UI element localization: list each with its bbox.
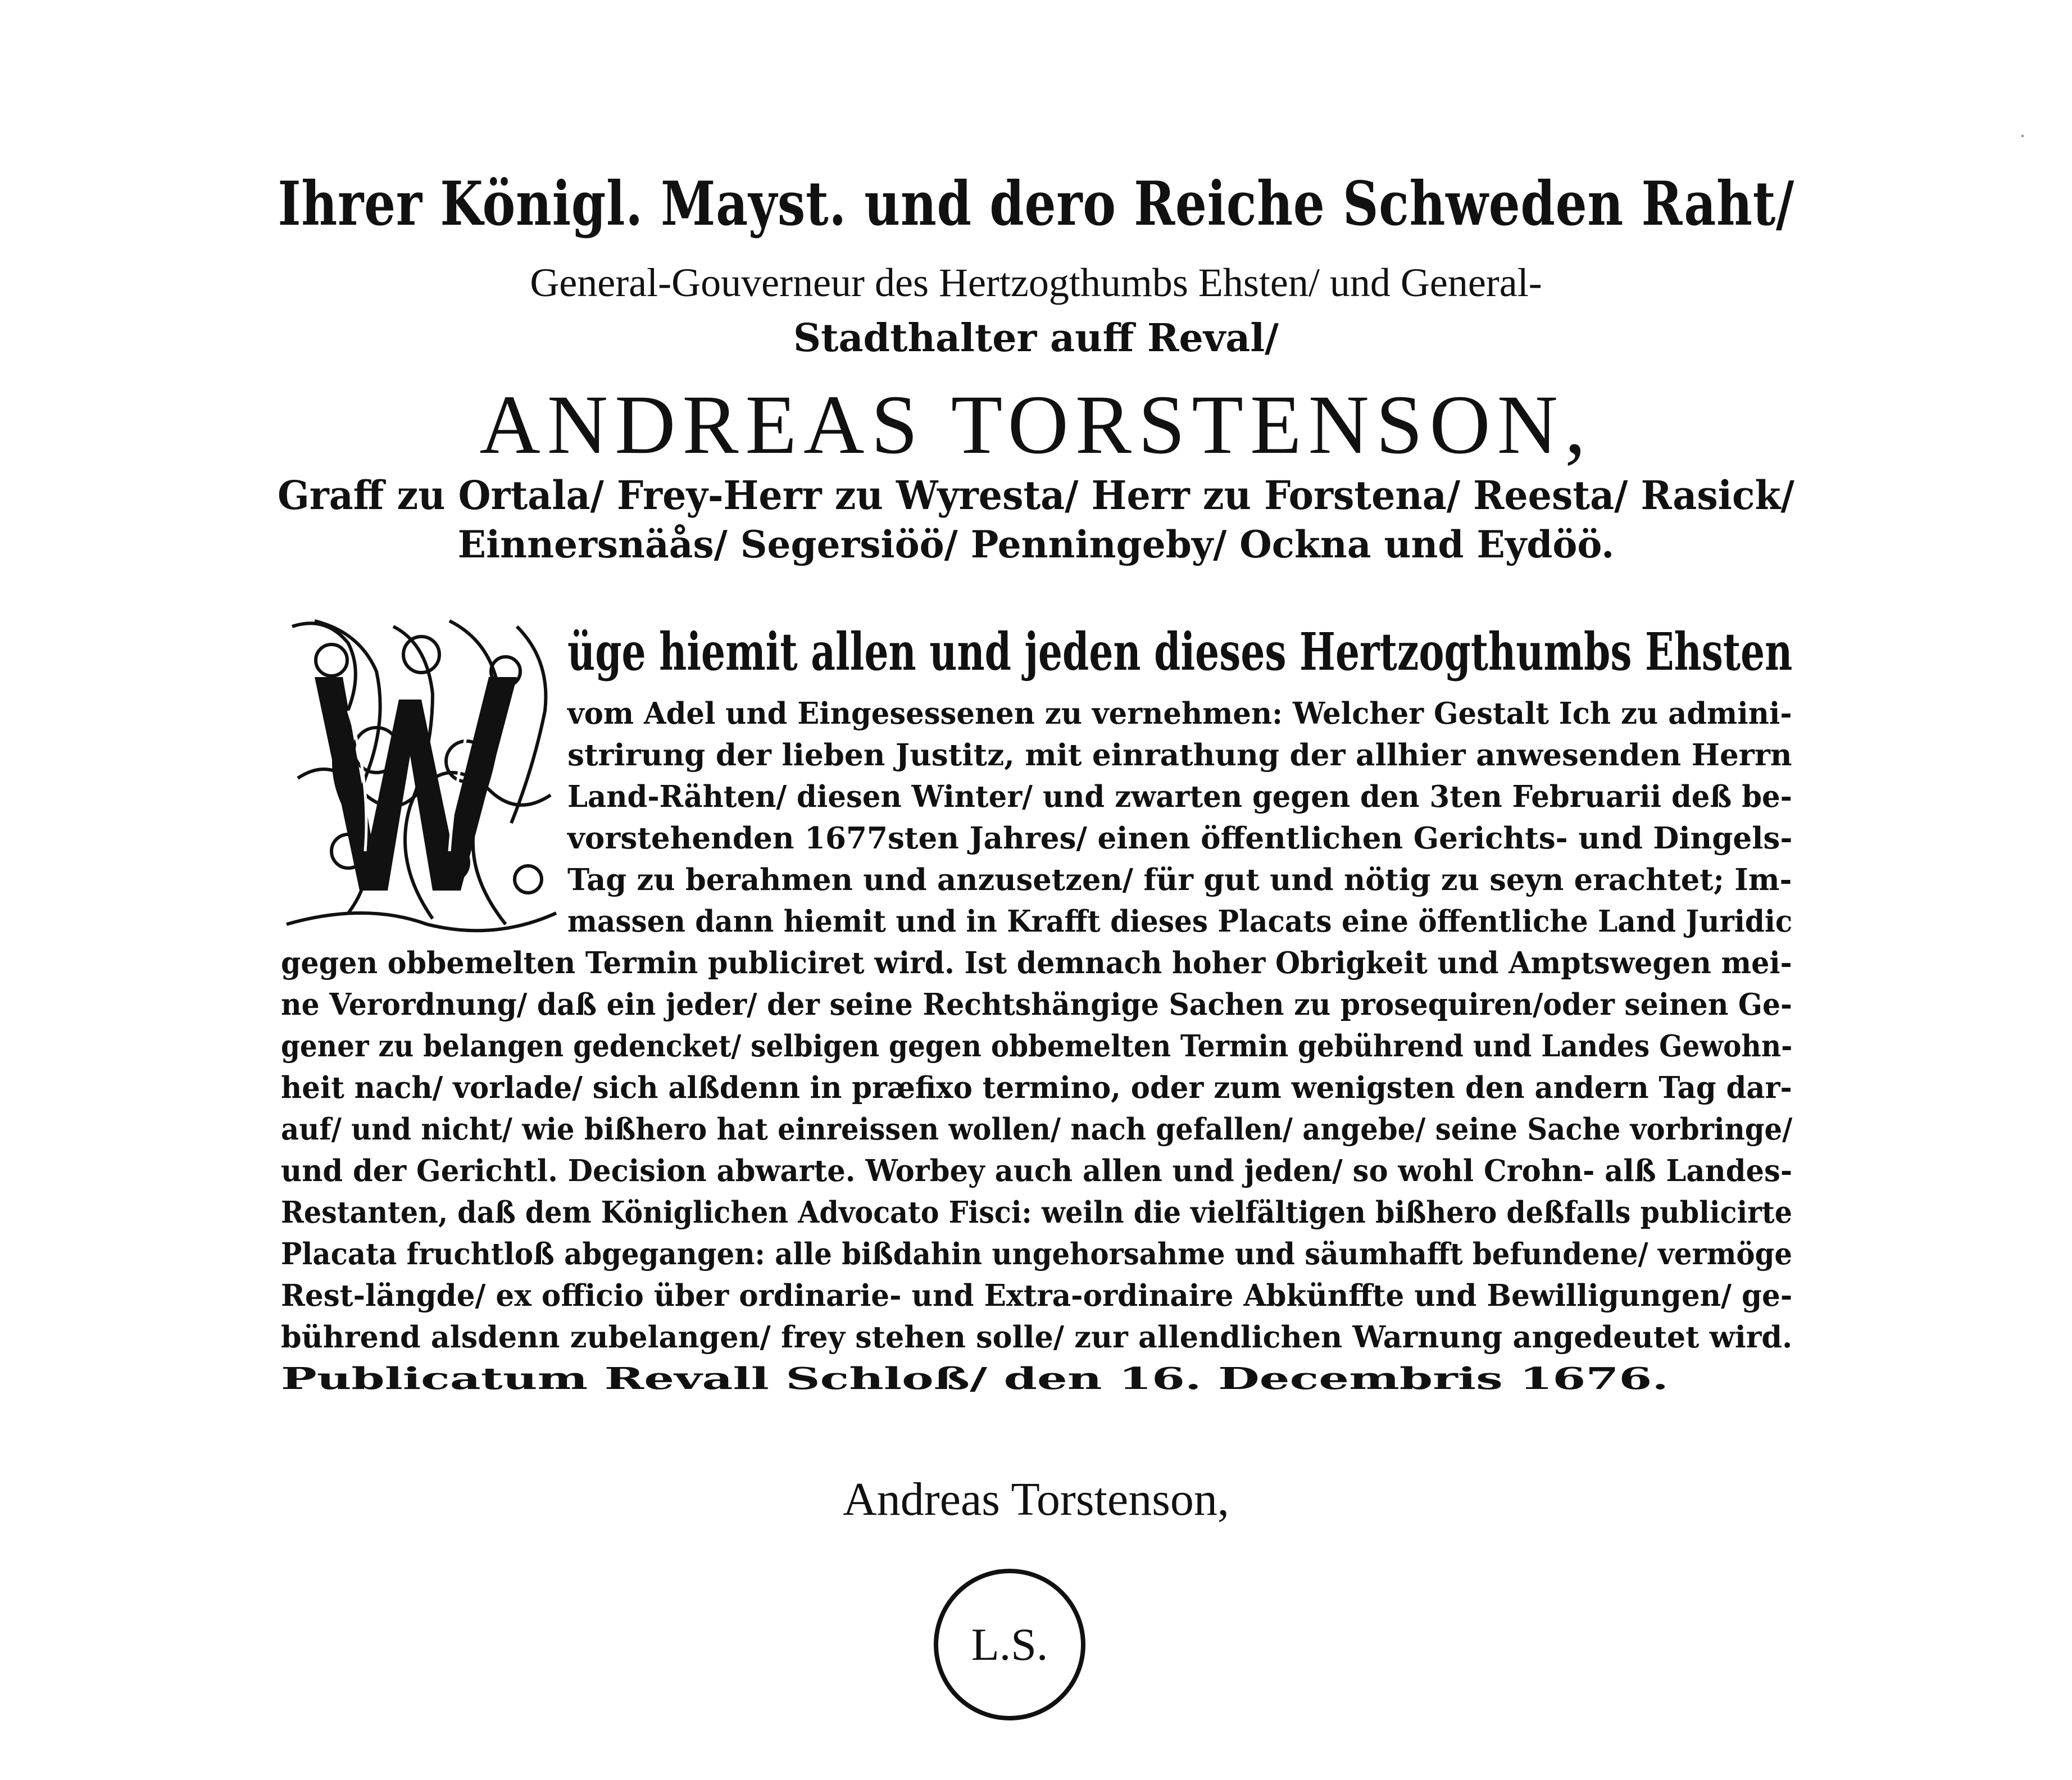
- body-line-2: vom Adel und Eingesessenen zu vernehmen: Welcher Gestalt Ich zu admini-: [567, 696, 1792, 731]
- titles-line-1: Graff zu Ortala/ Frey-Herr zu Wyresta/ Herr zu Forstena/ Reesta/ Rasick/: [278, 472, 1794, 519]
- body-line-5: vorstehenden 1677sten Jahres/ einen öffentlichen Gerichts- und Dingels-: [567, 821, 1793, 856]
- seal-stamp: [934, 1569, 1085, 1720]
- titles-line-2: Einnersnäås/ Segersiöö/ Penningeby/ Ockna und Eydöö.: [457, 523, 1615, 566]
- seal-text: L.S.: [971, 1619, 1048, 1670]
- body-line-16: Rest-längde/ ex officio über ordinarie- und Extra-ordinaire Abkünffte und Bewilligungen/ ge-: [281, 1278, 1793, 1313]
- governor-name: ANDREAS TORSTENSON,: [479, 378, 1593, 471]
- signature: Andreas Torstenson,: [843, 1473, 1229, 1525]
- body-line-13: und der Gerichtl. Decision abwarte. Worbey auch allen und jeden/ so wohl Crohn- alß Landes-: [281, 1154, 1793, 1188]
- body-line-12: auf/ und nicht/ wie bißhero hat einreissen wollen/ nach gefallen/ angebe/ seine Sache vorbringe/: [281, 1112, 1793, 1147]
- body-line-17: bührend alsdenn zubelangen/ frey stehen solle/ zur allendlichen Warnung angedeutet wird.: [281, 1320, 1793, 1355]
- body-line-18: Publicatum Revall Schloß/ den 16. Decembris 1676.: [281, 1361, 1669, 1396]
- decorated-initial-w: [281, 610, 562, 936]
- body-line-14: Restanten, daß dem Königlichen Advocato Fisci: weiln die vielfältigen bißhero deßfalls publicirte: [281, 1195, 1793, 1230]
- body-line-15: Placata fruchtloß abgegangen: alle bißdahin ungehorsahme und säumhafft befundene/ vermöge: [281, 1237, 1793, 1272]
- body-line-8: gegen obbemelten Termin publiciret wird. Ist demnach hoher Obrigkeit und Amptswegen mei-: [281, 946, 1792, 980]
- body-line-10: gener zu belangen gedencket/ selbigen gegen obbemelten Termin gebührend und Landes Gewohn-: [281, 1029, 1793, 1064]
- body-line-1: üge hiemit allen und jeden dieses Hertzogthumbs Ehsten: [567, 621, 1793, 682]
- body-line-6: Tag zu berahmen und anzusetzen/ für gut und nötig zu seyn erachtet; Im-: [567, 862, 1792, 897]
- body-line-3: strirung der lieben Justitz, mit einrathung der allhier anwesenden Herrn: [567, 738, 1792, 773]
- title-line-1: Ihrer Königl. Mayst. und dero Reiche Schweden Raht/: [278, 169, 1794, 239]
- edge-speck: [2021, 135, 2024, 137]
- title-line-3: Stadthalter auff Reval/: [793, 316, 1279, 361]
- body-line-7: massen dann hiemit und in Krafft dieses Placats eine öffentliche Land Juridic: [567, 904, 1793, 939]
- title-line-2: General-Gouverneur des Hertzogthumbs Ehsten/ und General-: [530, 260, 1542, 305]
- body-line-4: Land-Rähten/ diesen Winter/ und zwarten gegen den 3ten Februarii deß be-: [567, 779, 1792, 814]
- body-line-9: ne Verordnung/ daß ein jeder/ der seine Rechtshängige Sachen zu prosequiren/oder seinen Ge-: [281, 987, 1792, 1022]
- body-line-11: heit nach/ vorlade/ sich alßdenn in præfixo termino, oder zum wenigsten den andern Tag dar-: [281, 1070, 1792, 1105]
